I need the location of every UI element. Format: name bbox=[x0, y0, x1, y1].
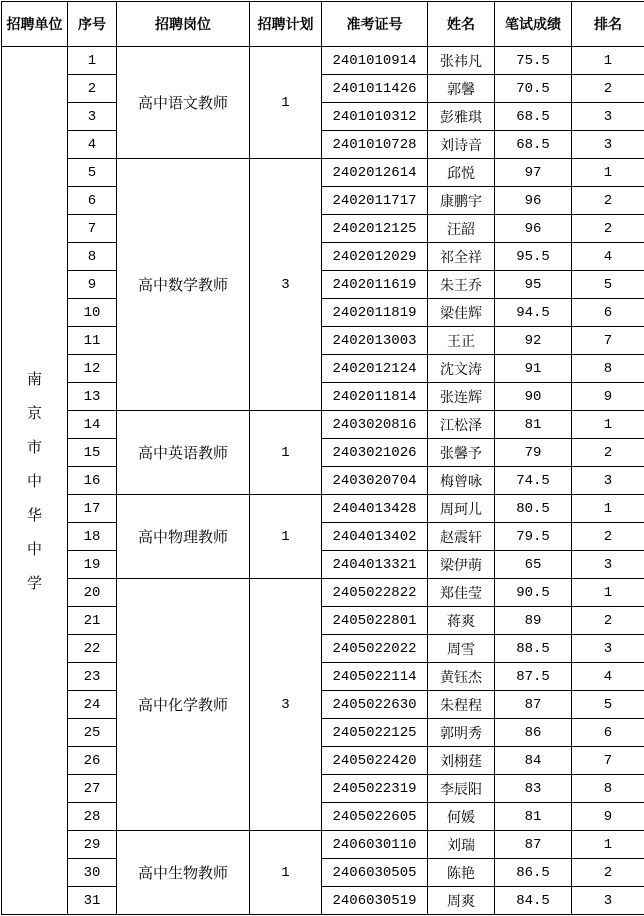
name-cell: 张连辉 bbox=[428, 383, 495, 411]
exam-id-cell: 2402012614 bbox=[322, 159, 428, 187]
header-score: 笔试成绩 bbox=[495, 2, 572, 47]
seq-cell: 5 bbox=[68, 159, 117, 187]
position-cell: 高中数学教师 bbox=[117, 159, 250, 411]
table-row bbox=[2, 159, 644, 187]
rank-cell: 1 bbox=[572, 47, 644, 75]
exam-id-cell: 2403020704 bbox=[322, 467, 428, 495]
name-cell: 康鹏宇 bbox=[428, 187, 495, 215]
seq-cell: 18 bbox=[68, 523, 117, 551]
table-row bbox=[2, 439, 644, 467]
rank-cell: 7 bbox=[572, 747, 644, 775]
seq-cell: 17 bbox=[68, 495, 117, 523]
exam-id-cell: 2401011426 bbox=[322, 75, 428, 103]
table-row bbox=[2, 579, 644, 607]
exam-id-cell: 2401010312 bbox=[322, 103, 428, 131]
header-position: 招聘岗位 bbox=[117, 2, 250, 47]
seq-cell: 3 bbox=[68, 103, 117, 131]
seq-cell: 24 bbox=[68, 691, 117, 719]
plan-cell: 1 bbox=[250, 47, 322, 159]
header-exam-id: 准考证号 bbox=[322, 2, 428, 47]
exam-id-cell: 2404013428 bbox=[322, 495, 428, 523]
name-cell: 梁佳辉 bbox=[428, 299, 495, 327]
score-cell: 79.5 bbox=[495, 523, 572, 551]
position-cell: 高中语文教师 bbox=[117, 47, 250, 159]
score-cell: 80.5 bbox=[495, 495, 572, 523]
name-cell: 沈文涛 bbox=[428, 355, 495, 383]
seq-cell: 12 bbox=[68, 355, 117, 383]
table-row bbox=[2, 523, 644, 551]
exam-id-cell: 2401010728 bbox=[322, 131, 428, 159]
position-cell: 高中生物教师 bbox=[117, 831, 250, 915]
table-row bbox=[2, 859, 644, 887]
exam-id-cell: 2404013402 bbox=[322, 523, 428, 551]
score-cell: 88.5 bbox=[495, 635, 572, 663]
rank-cell: 4 bbox=[572, 663, 644, 691]
rank-cell: 3 bbox=[572, 635, 644, 663]
position-cell: 高中英语教师 bbox=[117, 411, 250, 495]
name-cell: 何媛 bbox=[428, 803, 495, 831]
name-cell: 郭馨 bbox=[428, 75, 495, 103]
exam-id-cell: 2405022822 bbox=[322, 579, 428, 607]
score-cell: 94.5 bbox=[495, 299, 572, 327]
seq-cell: 19 bbox=[68, 551, 117, 579]
name-cell: 彭雅琪 bbox=[428, 103, 495, 131]
rank-cell: 2 bbox=[572, 75, 644, 103]
score-cell: 83 bbox=[495, 775, 572, 803]
exam-id-cell: 2403020816 bbox=[322, 411, 428, 439]
name-cell: 刘诗音 bbox=[428, 131, 495, 159]
score-cell: 81 bbox=[495, 803, 572, 831]
seq-cell: 23 bbox=[68, 663, 117, 691]
rank-cell: 1 bbox=[572, 495, 644, 523]
rank-cell: 1 bbox=[572, 411, 644, 439]
name-cell: 朱王乔 bbox=[428, 271, 495, 299]
exam-id-cell: 2405022022 bbox=[322, 635, 428, 663]
score-cell: 90 bbox=[495, 383, 572, 411]
header-row bbox=[2, 2, 644, 47]
rank-cell: 6 bbox=[572, 719, 644, 747]
table-row bbox=[2, 887, 644, 915]
seq-cell: 25 bbox=[68, 719, 117, 747]
name-cell: 梅曾咏 bbox=[428, 467, 495, 495]
rank-cell: 8 bbox=[572, 775, 644, 803]
table-row bbox=[2, 243, 644, 271]
rank-cell: 3 bbox=[572, 887, 644, 915]
name-cell: 郑佳莹 bbox=[428, 579, 495, 607]
position-cell: 高中化学教师 bbox=[117, 579, 250, 831]
score-cell: 97 bbox=[495, 159, 572, 187]
score-cell: 86.5 bbox=[495, 859, 572, 887]
score-cell: 90.5 bbox=[495, 579, 572, 607]
rank-cell: 4 bbox=[572, 243, 644, 271]
header-unit: 招聘单位 bbox=[2, 2, 68, 47]
seq-cell: 29 bbox=[68, 831, 117, 859]
exam-id-cell: 2405022801 bbox=[322, 607, 428, 635]
exam-id-cell: 2402012125 bbox=[322, 215, 428, 243]
table-row bbox=[2, 271, 644, 299]
exam-id-cell: 2402013003 bbox=[322, 327, 428, 355]
name-cell: 郭明秀 bbox=[428, 719, 495, 747]
rank-cell: 2 bbox=[572, 607, 644, 635]
table-row bbox=[2, 551, 644, 579]
results-table bbox=[1, 1, 644, 915]
plan-cell: 1 bbox=[250, 831, 322, 915]
score-cell: 92 bbox=[495, 327, 572, 355]
exam-id-cell: 2402011717 bbox=[322, 187, 428, 215]
exam-id-cell: 2402011619 bbox=[322, 271, 428, 299]
exam-id-cell: 2405022125 bbox=[322, 719, 428, 747]
score-cell: 84.5 bbox=[495, 887, 572, 915]
name-cell: 王正 bbox=[428, 327, 495, 355]
name-cell: 蒋爽 bbox=[428, 607, 495, 635]
exam-id-cell: 2404013321 bbox=[322, 551, 428, 579]
score-cell: 84 bbox=[495, 747, 572, 775]
plan-cell: 1 bbox=[250, 411, 322, 495]
score-cell: 65 bbox=[495, 551, 572, 579]
name-cell: 汪韶 bbox=[428, 215, 495, 243]
exam-id-cell: 2401010914 bbox=[322, 47, 428, 75]
seq-cell: 15 bbox=[68, 439, 117, 467]
seq-cell: 30 bbox=[68, 859, 117, 887]
table-row bbox=[2, 187, 644, 215]
rank-cell: 3 bbox=[572, 131, 644, 159]
exam-id-cell: 2405022319 bbox=[322, 775, 428, 803]
rank-cell: 2 bbox=[572, 523, 644, 551]
score-cell: 95 bbox=[495, 271, 572, 299]
rank-cell: 3 bbox=[572, 467, 644, 495]
exam-id-cell: 2405022630 bbox=[322, 691, 428, 719]
table-row bbox=[2, 383, 644, 411]
name-cell: 周爽 bbox=[428, 887, 495, 915]
score-cell: 95.5 bbox=[495, 243, 572, 271]
table-row bbox=[2, 831, 644, 859]
exam-id-cell: 2406030519 bbox=[322, 887, 428, 915]
rank-cell: 1 bbox=[572, 159, 644, 187]
name-cell: 张祎凡 bbox=[428, 47, 495, 75]
name-cell: 刘栩莛 bbox=[428, 747, 495, 775]
name-cell: 陈艳 bbox=[428, 859, 495, 887]
score-cell: 96 bbox=[495, 215, 572, 243]
table-row bbox=[2, 635, 644, 663]
score-cell: 68.5 bbox=[495, 103, 572, 131]
table-body bbox=[2, 47, 644, 915]
seq-cell: 14 bbox=[68, 411, 117, 439]
rank-cell: 1 bbox=[572, 831, 644, 859]
header-plan: 招聘计划 bbox=[250, 2, 322, 47]
table-row bbox=[2, 607, 644, 635]
table-row bbox=[2, 215, 644, 243]
seq-cell: 1 bbox=[68, 47, 117, 75]
exam-id-cell: 2405022420 bbox=[322, 747, 428, 775]
plan-cell: 3 bbox=[250, 579, 322, 831]
table-row bbox=[2, 131, 644, 159]
seq-cell: 9 bbox=[68, 271, 117, 299]
table-row bbox=[2, 75, 644, 103]
table-row bbox=[2, 103, 644, 131]
seq-cell: 28 bbox=[68, 803, 117, 831]
rank-cell: 2 bbox=[572, 187, 644, 215]
plan-cell: 3 bbox=[250, 159, 322, 411]
table-row bbox=[2, 663, 644, 691]
table-row bbox=[2, 299, 644, 327]
header-seq: 序号 bbox=[68, 2, 117, 47]
score-cell: 79 bbox=[495, 439, 572, 467]
name-cell: 周珂儿 bbox=[428, 495, 495, 523]
score-cell: 96 bbox=[495, 187, 572, 215]
score-cell: 87 bbox=[495, 831, 572, 859]
rank-cell: 2 bbox=[572, 859, 644, 887]
name-cell: 张馨予 bbox=[428, 439, 495, 467]
recruiting-unit-text: 南京市中华中学 bbox=[26, 362, 44, 600]
seq-cell: 13 bbox=[68, 383, 117, 411]
seq-cell: 10 bbox=[68, 299, 117, 327]
name-cell: 刘瑞 bbox=[428, 831, 495, 859]
exam-id-cell: 2406030110 bbox=[322, 831, 428, 859]
seq-cell: 16 bbox=[68, 467, 117, 495]
seq-cell: 7 bbox=[68, 215, 117, 243]
rank-cell: 5 bbox=[572, 691, 644, 719]
table-row bbox=[2, 747, 644, 775]
seq-cell: 4 bbox=[68, 131, 117, 159]
name-cell: 黄钰杰 bbox=[428, 663, 495, 691]
table-row bbox=[2, 803, 644, 831]
name-cell: 邱悦 bbox=[428, 159, 495, 187]
score-cell: 70.5 bbox=[495, 75, 572, 103]
rank-cell: 2 bbox=[572, 215, 644, 243]
table-row bbox=[2, 411, 644, 439]
table-row bbox=[2, 719, 644, 747]
name-cell: 李辰阳 bbox=[428, 775, 495, 803]
score-cell: 87 bbox=[495, 691, 572, 719]
name-cell: 朱程程 bbox=[428, 691, 495, 719]
rank-cell: 9 bbox=[572, 803, 644, 831]
table-row bbox=[2, 495, 644, 523]
exam-id-cell: 2402012124 bbox=[322, 355, 428, 383]
score-cell: 74.5 bbox=[495, 467, 572, 495]
exam-id-cell: 2402011819 bbox=[322, 299, 428, 327]
name-cell: 赵震轩 bbox=[428, 523, 495, 551]
seq-cell: 22 bbox=[68, 635, 117, 663]
rank-cell: 9 bbox=[572, 383, 644, 411]
seq-cell: 6 bbox=[68, 187, 117, 215]
score-cell: 89 bbox=[495, 607, 572, 635]
rank-cell: 1 bbox=[572, 579, 644, 607]
table-row bbox=[2, 327, 644, 355]
seq-cell: 8 bbox=[68, 243, 117, 271]
exam-id-cell: 2403021026 bbox=[322, 439, 428, 467]
exam-id-cell: 2405022114 bbox=[322, 663, 428, 691]
score-cell: 87.5 bbox=[495, 663, 572, 691]
rank-cell: 2 bbox=[572, 439, 644, 467]
score-cell: 86 bbox=[495, 719, 572, 747]
score-cell: 75.5 bbox=[495, 47, 572, 75]
seq-cell: 2 bbox=[68, 75, 117, 103]
score-cell: 68.5 bbox=[495, 131, 572, 159]
name-cell: 祁全祥 bbox=[428, 243, 495, 271]
seq-cell: 27 bbox=[68, 775, 117, 803]
seq-cell: 11 bbox=[68, 327, 117, 355]
name-cell: 梁伊萌 bbox=[428, 551, 495, 579]
exam-id-cell: 2406030505 bbox=[322, 859, 428, 887]
table-row bbox=[2, 691, 644, 719]
seq-cell: 21 bbox=[68, 607, 117, 635]
table-row bbox=[2, 355, 644, 383]
score-cell: 91 bbox=[495, 355, 572, 383]
table-row bbox=[2, 775, 644, 803]
name-cell: 周雪 bbox=[428, 635, 495, 663]
header-name: 姓名 bbox=[428, 2, 495, 47]
exam-id-cell: 2402012029 bbox=[322, 243, 428, 271]
rank-cell: 6 bbox=[572, 299, 644, 327]
header-rank: 排名 bbox=[572, 2, 644, 47]
rank-cell: 3 bbox=[572, 551, 644, 579]
rank-cell: 5 bbox=[572, 271, 644, 299]
table-row bbox=[2, 467, 644, 495]
seq-cell: 26 bbox=[68, 747, 117, 775]
exam-id-cell: 2402011814 bbox=[322, 383, 428, 411]
recruiting-unit bbox=[2, 47, 68, 915]
seq-cell: 31 bbox=[68, 887, 117, 915]
rank-cell: 3 bbox=[572, 103, 644, 131]
rank-cell: 8 bbox=[572, 355, 644, 383]
name-cell: 江松泽 bbox=[428, 411, 495, 439]
exam-id-cell: 2405022605 bbox=[322, 803, 428, 831]
seq-cell: 20 bbox=[68, 579, 117, 607]
table-row bbox=[2, 47, 644, 75]
position-cell: 高中物理教师 bbox=[117, 495, 250, 579]
rank-cell: 7 bbox=[572, 327, 644, 355]
score-cell: 81 bbox=[495, 411, 572, 439]
plan-cell: 1 bbox=[250, 495, 322, 579]
